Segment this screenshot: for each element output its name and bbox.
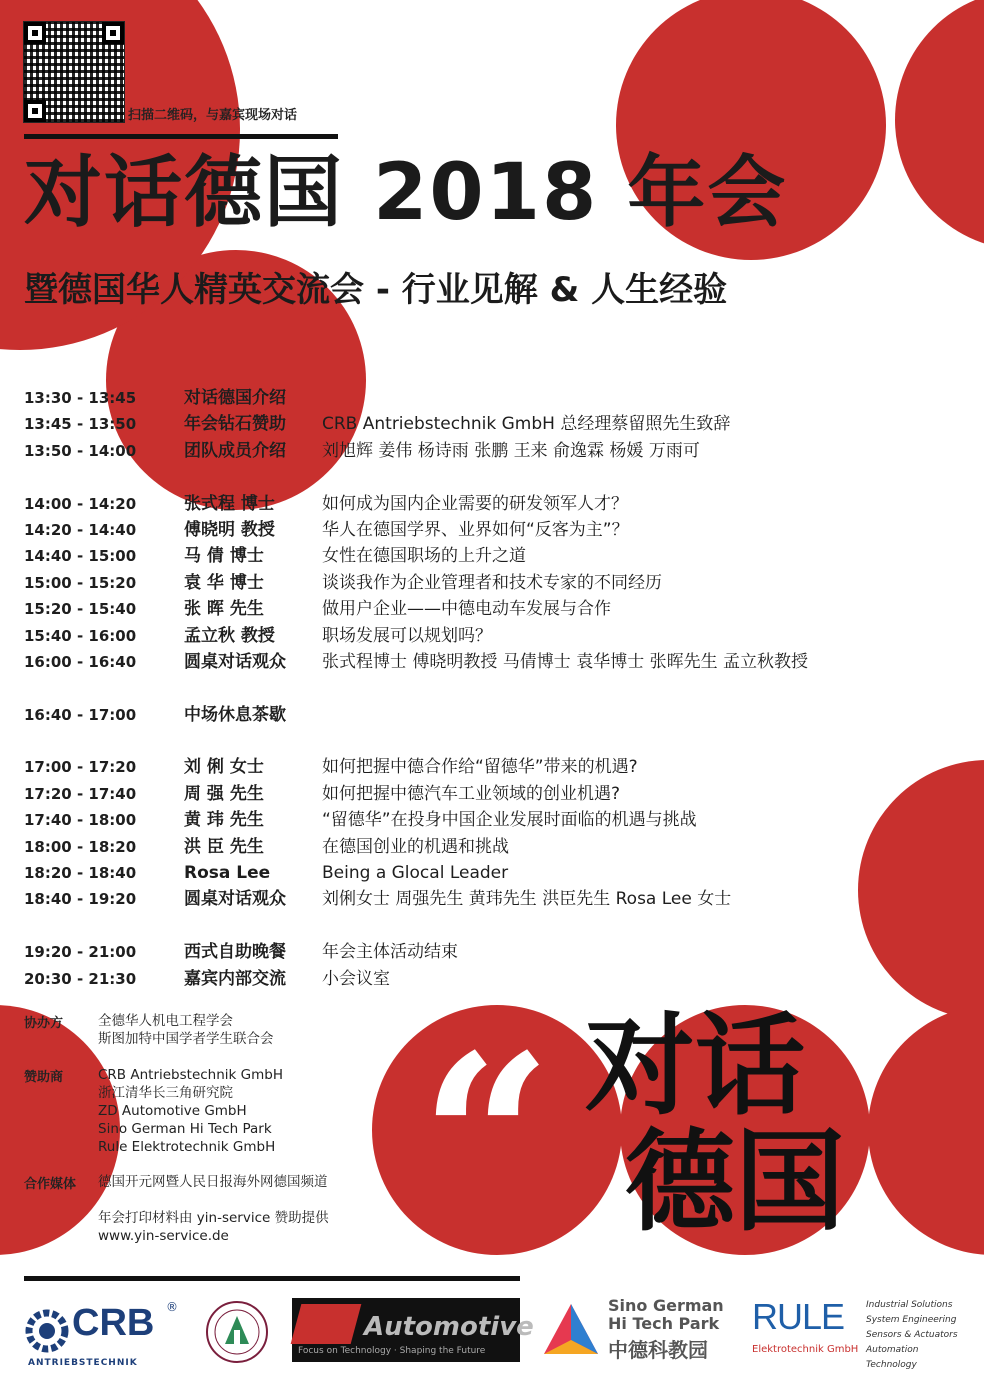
schedule-time: 16:40 - 17:00 — [24, 705, 137, 724]
brand-line-1: 对话 — [585, 1002, 805, 1130]
schedule-gap — [24, 913, 924, 939]
rule-line: System Engineering — [866, 1315, 957, 1325]
zhejiang-tsinghua-seal-icon[interactable] — [205, 1300, 269, 1364]
schedule-topic: “留德华”在投身中国企业发展时面临的机遇与挑战 — [322, 810, 697, 831]
schedule-speaker: 黄 玮 先生 — [184, 810, 264, 831]
schedule-row — [24, 385, 924, 411]
rule-logo[interactable] — [750, 1296, 970, 1368]
crb-reg: ® — [166, 1300, 178, 1314]
schedule-speaker: 马 倩 博士 — [184, 546, 264, 567]
zd-logo[interactable] — [292, 1298, 534, 1362]
brand-line-2: 德国 — [625, 1118, 845, 1246]
co-organizer-line: 斯图加特中国学者学生联合会 — [98, 1031, 274, 1047]
deco-circle — [895, 0, 984, 250]
schedule-row — [24, 596, 924, 622]
sino-german-logo[interactable] — [540, 1296, 730, 1368]
sino-line3: 中德科教园 — [608, 1338, 708, 1362]
schedule-topic: 刘旭辉 姜伟 杨诗雨 张鹏 王来 俞逸霖 杨媛 万雨可 — [322, 440, 700, 461]
schedule-gap — [24, 728, 924, 754]
zd-mark — [291, 1304, 362, 1344]
schedule-speaker: 团队成员介绍 — [184, 440, 286, 461]
schedule-row — [24, 702, 924, 728]
schedule-time: 16:00 - 16:40 — [24, 652, 137, 671]
schedule-topic: 在德国创业的机遇和挑战 — [322, 836, 509, 857]
print-note-line: 年会打印材料由 yin-service 赞助提供 — [98, 1210, 329, 1226]
schedule-row — [24, 570, 924, 596]
sponsor-line: CRB Antriebstechnik GmbH — [98, 1067, 283, 1083]
crb-logo[interactable] — [24, 1298, 184, 1368]
schedule-row — [24, 807, 924, 833]
sponsor-line: 浙江清华长三角研究院 — [98, 1085, 233, 1101]
schedule-time: 13:30 - 13:45 — [24, 389, 137, 407]
sponsor-line: Rule Elektrotechnik GmbH — [98, 1139, 276, 1155]
schedule-time: 14:20 - 14:40 — [24, 520, 137, 539]
triangle-icon — [540, 1300, 602, 1362]
media-line: 德国开元网暨人民日报海外网德国频道 — [98, 1174, 328, 1190]
schedule-topic: 小会议室 — [322, 968, 390, 989]
schedule-time: 18:20 - 18:40 — [24, 864, 137, 883]
schedule-time: 18:00 - 18:20 — [24, 837, 137, 856]
schedule-topic: 女性在德国职场的上升之道 — [322, 546, 526, 567]
schedule-speaker: 圆桌对话观众 — [184, 651, 286, 672]
schedule-speaker: 年会钻石赞助 — [184, 414, 286, 435]
schedule-topic: CRB Antriebstechnik GmbH 总经理蔡留照先生致辞 — [322, 414, 731, 435]
page-title: 对话德国 2018 年会 — [24, 148, 788, 238]
sponsor-line: ZD Automotive GmbH — [98, 1103, 247, 1119]
sponsors-label: 赞助商 — [24, 1070, 64, 1085]
schedule-speaker: Rosa Lee — [184, 863, 271, 884]
schedule-speaker: 袁 华 博士 — [184, 572, 264, 593]
schedule-row — [24, 834, 924, 860]
schedule-speaker: 嘉宾内部交流 — [184, 968, 286, 989]
print-note-link[interactable]: www.yin-service.de — [98, 1228, 229, 1244]
schedule-speaker: 刘 俐 女士 — [184, 757, 264, 778]
schedule-row — [24, 754, 924, 780]
schedule-time: 17:00 - 17:20 — [24, 758, 137, 777]
schedule-time: 13:50 - 14:00 — [24, 441, 137, 460]
rule-line: Industrial Solutions — [866, 1300, 953, 1310]
co-organizer-line: 全德华人机电工程学会 — [98, 1013, 233, 1029]
divider — [24, 1276, 520, 1281]
schedule-speaker: 孟立秋 教授 — [184, 625, 275, 646]
schedule-time: 13:45 - 13:50 — [24, 415, 137, 434]
sino-line2: Hi Tech Park — [608, 1314, 720, 1333]
crb-sub: ANTRIEBSTECHNIK — [28, 1358, 138, 1368]
schedule-row — [24, 411, 924, 437]
schedule-speaker: 对话德国介绍 — [184, 388, 286, 408]
schedule-row — [24, 491, 924, 517]
rule-name: RULE — [752, 1296, 845, 1337]
schedule-topic: Being a Glocal Leader — [322, 863, 509, 884]
media-label: 合作媒体 — [24, 1177, 77, 1192]
schedule-row — [24, 543, 924, 569]
schedule-speaker: 傅晓明 教授 — [184, 519, 275, 540]
schedule-speaker: 张式程 博士 — [184, 493, 275, 514]
schedule-time: 19:20 - 21:00 — [24, 943, 137, 962]
schedule-speaker: 周 强 先生 — [184, 783, 264, 804]
schedule-time: 20:30 - 21:30 — [24, 969, 137, 988]
schedule-row — [24, 781, 924, 807]
gear-icon — [24, 1308, 70, 1354]
crb-name: CRB — [72, 1302, 155, 1344]
schedule-speaker: 中场休息茶歇 — [184, 704, 286, 725]
schedule-topic: 刘俐女士 周强先生 黄玮先生 洪臣先生 Rosa Lee 女士 — [322, 889, 732, 910]
schedule-time: 14:40 - 15:00 — [24, 547, 137, 566]
schedule-row — [24, 623, 924, 649]
schedule-time: 18:40 - 19:20 — [24, 890, 137, 909]
zd-name: Automotive — [364, 1312, 534, 1342]
sino-line1: Sino German — [608, 1296, 724, 1315]
schedule-row — [24, 939, 924, 965]
sponsor-logos — [0, 1290, 984, 1370]
schedule-row — [24, 860, 924, 886]
schedule-topic: 职场发展可以规划吗？ — [322, 625, 492, 646]
schedule-speaker: 西式自助晚餐 — [184, 942, 286, 963]
schedule-topic: 华人在德国学界、业界如何“反客为主”？ — [322, 519, 629, 540]
schedule-row — [24, 886, 924, 912]
rule-sub: Elektrotechnik GmbH — [752, 1344, 859, 1355]
divider — [24, 134, 338, 139]
zd-tagline: Focus on Technology · Shaping the Future — [298, 1346, 486, 1356]
schedule-speaker: 圆桌对话观众 — [184, 889, 286, 910]
schedule-speaker: 洪 臣 先生 — [184, 836, 264, 857]
schedule-row — [24, 649, 924, 675]
sponsor-line: Sino German Hi Tech Park — [98, 1121, 272, 1137]
schedule-topic: 如何把握中德汽车工业领域的创业机遇? — [322, 783, 621, 804]
schedule-time: 14:00 - 14:20 — [24, 494, 137, 513]
page-subtitle: 暨德国华人精英交流会 - 行业见解 & 人生经验 — [24, 270, 728, 310]
schedule-topic: 年会主体活动结束 — [322, 942, 458, 963]
print-note — [98, 1209, 329, 1245]
schedule-gap — [24, 675, 924, 701]
quote-mark: “ — [420, 1005, 553, 1275]
schedule-row — [24, 966, 924, 992]
qr-code[interactable] — [24, 22, 124, 122]
deco-circle — [868, 1005, 984, 1255]
schedule-topic: 张式程博士 傅晓明教授 马倩博士 袁华博士 张晖先生 孟立秋教授 — [322, 651, 809, 672]
schedule-topic: 谈谈我作为企业管理者和技术专家的不同经历 — [322, 572, 662, 593]
schedule-gap — [24, 464, 924, 490]
schedule-time: 17:40 - 18:00 — [24, 811, 137, 830]
schedule-row — [24, 517, 924, 543]
schedule-topic: 如何把握中德合作给“留德华”带来的机遇? — [322, 757, 638, 778]
co-organizer-label: 协办方 — [24, 1016, 64, 1031]
schedule-time: 15:20 - 15:40 — [24, 600, 137, 619]
schedule-topic: 如何成为国内企业需要的研发领军人才？ — [322, 493, 628, 514]
rule-line: Sensors & Actuators — [866, 1330, 958, 1340]
schedule-row — [24, 438, 924, 464]
rule-line: Automation Technology — [866, 1345, 919, 1370]
schedule-topic: 做用户企业——中德电动车发展与合作 — [322, 599, 611, 620]
schedule-speaker: 张 晖 先生 — [184, 599, 264, 620]
schedule-time: 15:00 - 15:20 — [24, 573, 137, 592]
qr-caption: 扫描二维码，与嘉宾现场对话 — [128, 108, 298, 123]
schedule — [24, 385, 924, 992]
schedule-time: 15:40 - 16:00 — [24, 626, 137, 645]
schedule-time: 17:20 - 17:40 — [24, 784, 137, 803]
